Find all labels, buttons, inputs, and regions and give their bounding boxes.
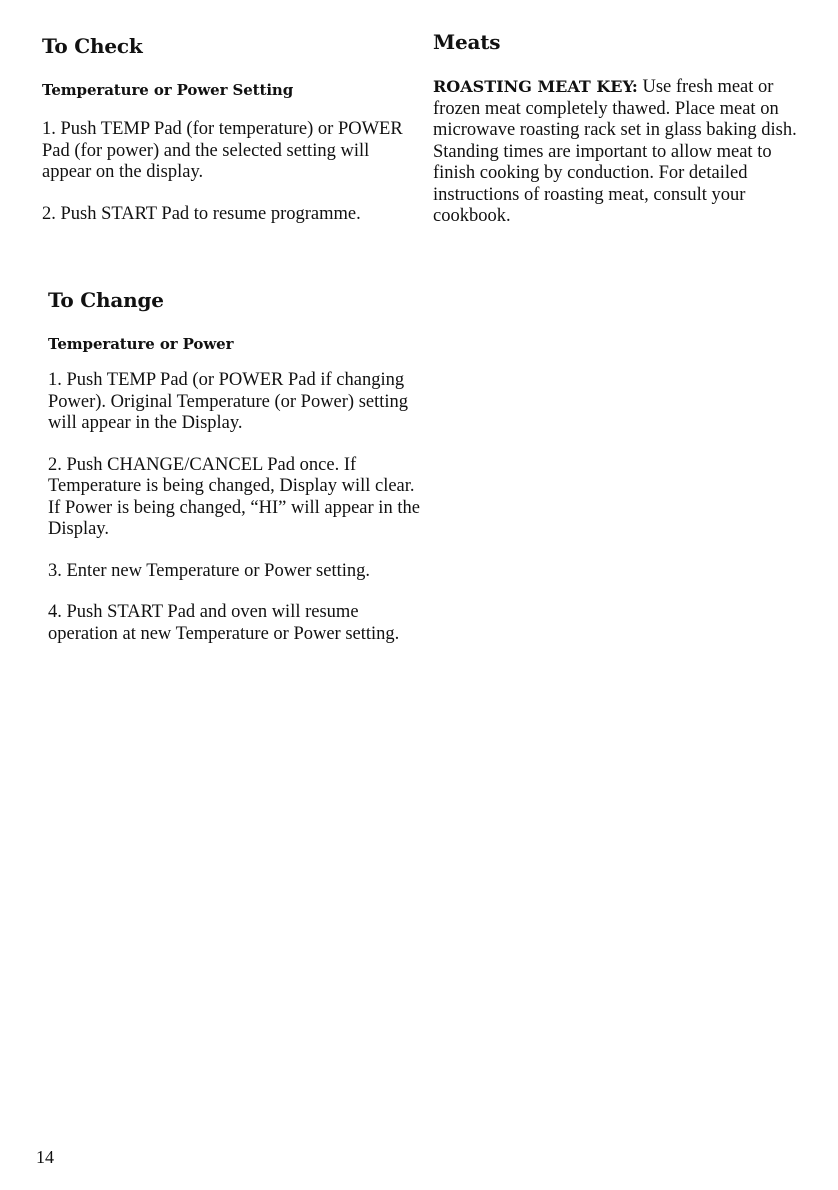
to-check-heading: To Check (42, 34, 143, 58)
to-check-subheading: Temperature or Power Setting (42, 81, 294, 99)
roasting-meat-key-label: ROASTING MEAT KEY: (433, 77, 638, 96)
meats-paragraph (433, 76, 805, 228)
to-change-subheading: Temperature or Power (48, 335, 234, 353)
to-check-section (42, 34, 417, 225)
page-number: 14 (36, 1147, 54, 1167)
to-change-step-2: 2. Push CHANGE/CANCEL Pad once. If Temperature is being changed, Display will clear. If Power is being changed, “HI” will appear in the Display. (48, 454, 420, 539)
to-change-step-1: 1. Push TEMP Pad (or POWER Pad if changing Power). Original Temperature (or Power) setting will appear in the Display. (48, 370, 409, 433)
roasting-meat-key-text: Use fresh meat or frozen meat completely thawed. Place meat on microwave roasting rack set in glass baking dish. Standing times are important to allow meat to finish cooking by conduction. For detailed instructions of roasting meat, consult your cookbook. (433, 77, 797, 226)
to-check-step-2: 2. Push START Pad to resume programme. (42, 203, 361, 224)
meats-section (433, 30, 805, 228)
to-change-step-4: 4. Push START Pad and oven will resume operation at new Temperature or Power setting. (48, 602, 400, 644)
meats-heading: Meats (433, 30, 501, 54)
to-change-step-3: 3. Enter new Temperature or Power setting. (48, 560, 371, 581)
to-change-section (48, 288, 423, 645)
to-check-step-1: 1. Push TEMP Pad (for temperature) or POWER Pad (for power) and the selected setting will appear on the display. (42, 119, 403, 182)
to-change-heading: To Change (48, 288, 164, 312)
